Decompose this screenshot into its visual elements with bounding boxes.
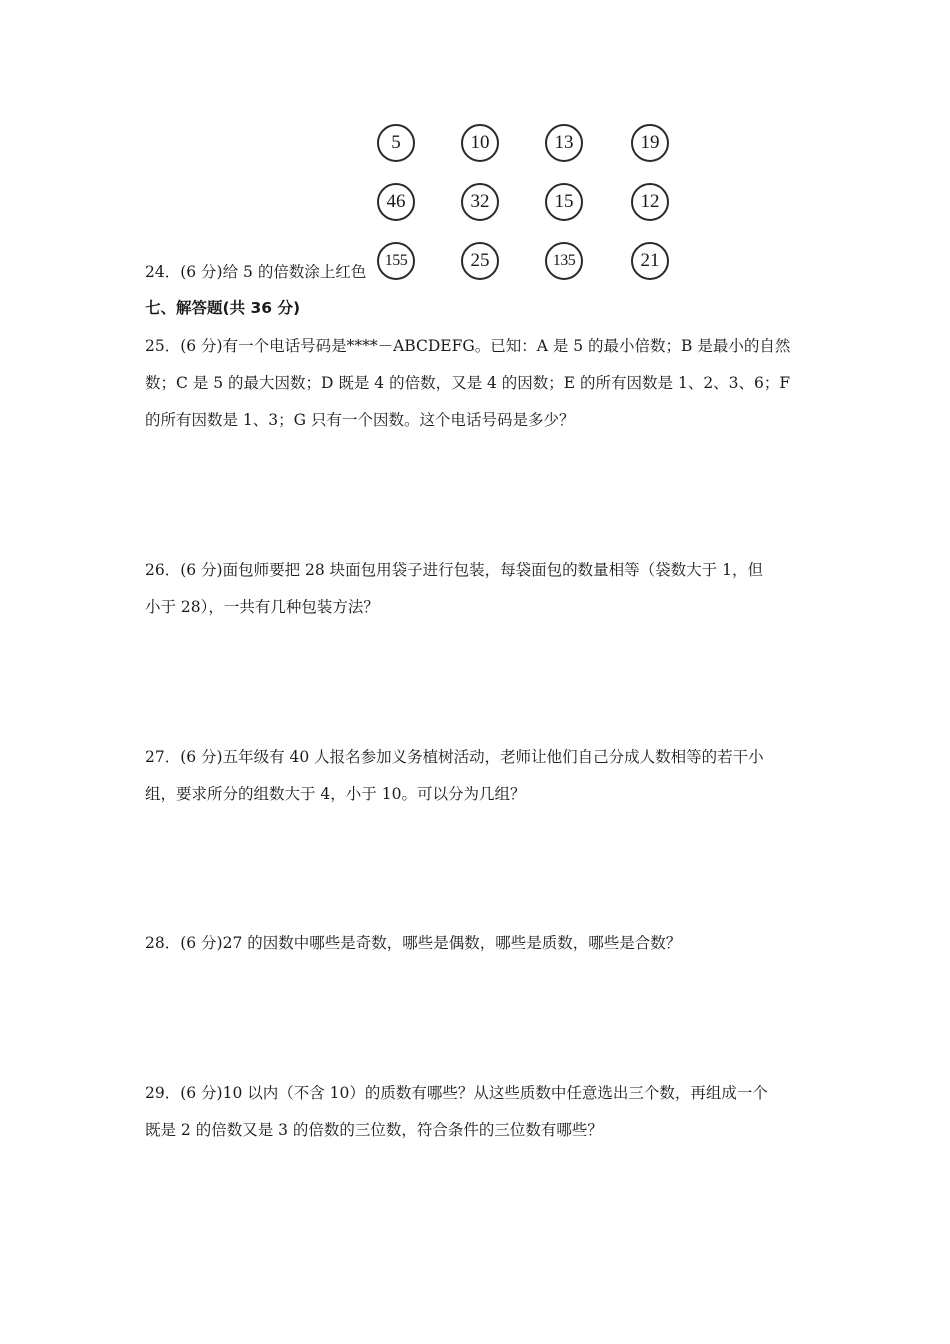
number-circle[interactable]: 5: [377, 124, 415, 162]
number-circle[interactable]: 19: [631, 124, 669, 162]
section-heading-7: 七、解答题(共 36 分): [145, 299, 301, 317]
question-25-line-1: 25．(6 分)有一个电话号码是****－ABCDEFG。已知：A 是 5 的最小倍数；B 是最小的自然: [145, 337, 791, 355]
question-25-line-2: 数；C 是 5 的最大因数；D 既是 4 的倍数，又是 4 的因数；E 的所有因数是 1、2、3、6；F: [145, 374, 791, 392]
number-circle[interactable]: 10: [461, 124, 499, 162]
number-circle[interactable]: 25: [461, 242, 499, 280]
question-26-line-1: 26．(6 分)面包师要把 28 块面包用袋子进行包装，每袋面包的数量相等（袋数大于 1，但: [145, 561, 763, 579]
question-28-line-1: 28．(6 分)27 的因数中哪些是奇数，哪些是偶数，哪些是质数，哪些是合数？: [145, 934, 682, 952]
question-24: 24．(6 分)给 5 的倍数涂上红色: [145, 263, 367, 281]
question-25-line-3: 的所有因数是 1、3；G 只有一个因数。这个电话号码是多少？: [145, 411, 575, 429]
question-27-line-1: 27．(6 分)五年级有 40 人报名参加义务植树活动，老师让他们自己分成人数相等的若干小: [145, 748, 764, 766]
number-circle[interactable]: 155: [377, 242, 415, 280]
number-circle[interactable]: 15: [545, 183, 583, 221]
number-circle[interactable]: 21: [631, 242, 669, 280]
number-circle[interactable]: 12: [631, 183, 669, 221]
number-circle[interactable]: 13: [545, 124, 583, 162]
number-circle[interactable]: 46: [377, 183, 415, 221]
number-circle[interactable]: 32: [461, 183, 499, 221]
question-27-line-2: 组，要求所分的组数大于 4，小于 10。可以分为几组？: [145, 785, 526, 803]
number-circle[interactable]: 135: [545, 242, 583, 280]
number-circles-grid: [374, 121, 674, 281]
question-26-line-2: 小于 28），一共有几种包装方法？: [145, 598, 379, 616]
question-29-line-2: 既是 2 的倍数又是 3 的倍数的三位数，符合条件的三位数有哪些？: [145, 1121, 603, 1139]
question-29-line-1: 29．(6 分)10 以内（不含 10）的质数有哪些？从这些质数中任意选出三个数，再组成一个: [145, 1084, 768, 1102]
